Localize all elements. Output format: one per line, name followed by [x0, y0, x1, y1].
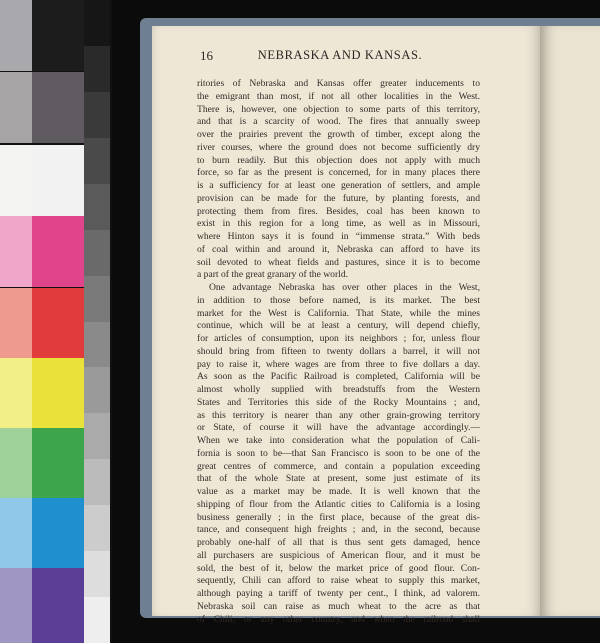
calibration-swatch-right: [32, 288, 84, 359]
text-line: shipping of flour from the Atlantic cities to California is a losing: [197, 498, 480, 510]
calibration-gray-step: [84, 505, 110, 551]
text-line: for articles of consumption, upon its neighbors ; for, unless flour: [197, 333, 480, 344]
calibration-gray-step: [84, 0, 110, 46]
text-line: or State, of course it will have the advantage accordingly.—: [197, 422, 480, 434]
text-line: probably one-half of all that is thus sent gets damaged, hence: [197, 537, 480, 548]
text-line: as this territory is nearer than any other grain-growing territory: [197, 409, 480, 421]
calibration-gray-step: [84, 92, 110, 138]
text-line: is a sufficiency for at least one generation of settlers, and ample: [197, 180, 480, 191]
running-head: NEBRASKA AND KANSAS.: [257, 48, 423, 62]
calibration-swatch-left: [0, 498, 32, 569]
text-line: where Hinton says it is found in “immense strata.” With beds: [197, 231, 480, 242]
calibration-gray-step: [84, 459, 110, 505]
calibration-swatch-left: [0, 568, 32, 643]
text-line: great centres of commerce, and contain a population exceeding: [197, 460, 480, 472]
text-line: exist in this region for a long time, as well as in Missouri,: [197, 218, 480, 230]
text-line: and that is a scarcity of wood. The fires that annually sweep: [197, 116, 480, 128]
calibration-gray-step: [84, 184, 110, 230]
calibration-swatch-left: [0, 216, 32, 287]
text-line: in addition to those before named, is its market. The best: [197, 294, 480, 306]
calibration-gray-step: [84, 413, 110, 459]
page-number: 16: [200, 48, 213, 63]
text-line: protecting them from fires. Besides, coal has been known to: [197, 205, 480, 217]
text-line: all purchasers are suspicious of American flour, and it must be: [197, 549, 480, 561]
calibration-gray-step: [84, 276, 110, 322]
book-page-right: [540, 26, 600, 616]
calibration-swatch-right: [32, 72, 84, 143]
text-line: One advantage Nebraska has over other places in the West,: [209, 282, 480, 293]
text-line: that of the whole State at present, some just estimate of its: [197, 473, 480, 485]
text-line: of Chili, or any other country, and when the railroad shall: [197, 613, 480, 625]
color-calibration-chart: [0, 0, 112, 643]
text-line: of coal within and around it, Nebraska can afford to have its: [197, 243, 480, 255]
calibration-swatch-left: [0, 288, 32, 359]
calibration-gray-step: [84, 367, 110, 413]
calibration-swatch-right: [32, 0, 84, 71]
text-line: fornia is soon to be—that San Francisco is soon to be one of the: [197, 447, 480, 459]
calibration-swatch-left: [0, 358, 32, 429]
text-line: river courses, where the ground does not become sufficiently dry: [197, 141, 480, 153]
text-line: to burn readily. But this objection does not apply with much: [197, 154, 480, 166]
page-body-text: [197, 78, 480, 626]
calibration-swatch-right: [32, 145, 84, 216]
text-line: force, so far as the present is concerned, for in many places there: [197, 167, 480, 179]
text-line: should bring from fifteen to twenty dollars a barrel, it will not: [197, 345, 480, 357]
text-line: When we take into consideration what the population of Cali-: [197, 435, 480, 446]
text-line: sold, the best of it, below the market price of good flour. Con-: [197, 562, 480, 574]
calibration-gray-step: [84, 597, 110, 643]
calibration-gray-step: [84, 230, 110, 276]
calibration-swatch-right: [32, 216, 84, 287]
calibration-swatch-right: [32, 358, 84, 429]
calibration-gray-step: [84, 322, 110, 368]
text-line: almost wholly supplied with breadstuffs from the Western: [197, 384, 480, 395]
calibration-gray-step: [84, 46, 110, 92]
text-line: over the prairies prevent the growth of timber, except along the: [197, 129, 480, 140]
text-line: the emigrant than most, if not all other localities in the West.: [197, 90, 480, 102]
calibration-swatch-right: [32, 568, 84, 643]
text-line: although paying a tariff of twenty per cent., I think, ad valorem.: [197, 588, 480, 599]
text-line: ritories of Nebraska and Kansas offer greater inducements to: [197, 78, 480, 89]
text-line: continue, which will be at least a century, will depend chiefly,: [197, 320, 480, 332]
calibration-gray-step: [84, 138, 110, 184]
text-line: business generally ; in the first place, because of the great dis-: [197, 511, 480, 523]
text-line: provision can be made for the future, by planting forests, and: [197, 192, 480, 204]
text-line: a part of the great granary of the world.: [197, 269, 349, 281]
calibration-swatch-left: [0, 0, 32, 71]
text-line: Nebraska soil can raise as much wheat to the acre as that: [197, 600, 480, 612]
text-line: value as a market may be made. It is well known that the: [197, 486, 480, 497]
calibration-swatch-left: [0, 428, 32, 499]
calibration-swatch-left: [0, 72, 32, 143]
calibration-swatch-left: [0, 145, 32, 216]
text-line: As soon as the Pacific Railroad is completed, California will be: [197, 371, 480, 383]
calibration-gray-step: [84, 551, 110, 597]
calibration-swatch-right: [32, 428, 84, 499]
text-line: There is, however, one objection to some parts of this territory,: [197, 103, 480, 115]
text-line: soil devoted to wheat fields and pastures, since it is to become: [197, 256, 480, 268]
text-line: pay to raise it, where wages are from three to five dollars a day.: [197, 358, 480, 370]
text-line: market for the West is California. That State, while the mines: [197, 307, 480, 319]
text-line: sequently, Chili can afford to raise wheat to supply this market,: [197, 575, 480, 587]
text-line: States and Territories this side of the Rocky Mountains ; and,: [197, 396, 480, 408]
text-line: tance, and consequent high freights ; and, in the second, because: [197, 524, 480, 536]
calibration-swatch-right: [32, 498, 84, 569]
